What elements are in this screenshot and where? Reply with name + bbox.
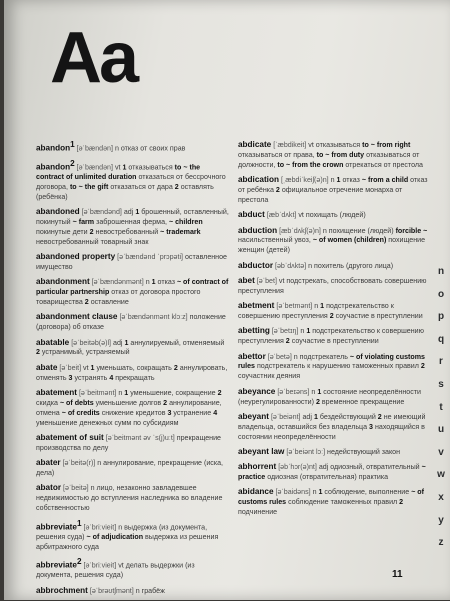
dictionary-entry [238,210,428,221]
headword: abandon [36,162,71,172]
definition-text: n [298,327,307,336]
dictionary-entry [238,261,428,272]
bold-phrase: 1 [336,176,341,185]
dictionary-entry [36,458,230,479]
definition-text: adj [111,338,125,347]
bold-phrase: ~ of customs rules [238,488,424,507]
definition-text: n [310,488,319,497]
headword: abettor [238,351,266,361]
dictionary-entry [238,326,428,347]
definition-text: аннулировать, отменять [36,363,228,382]
alphabet-thumb-index [434,266,448,560]
dictionary-entry [36,557,230,581]
transcription: [əˈbeitmənt] [78,388,117,397]
dictionary-page [4,0,450,600]
dictionary-entry [36,338,230,359]
bold-phrase: 2 [275,186,280,195]
alphabet-tab-letter[interactable]: y [438,514,444,526]
dictionary-entry [36,363,230,384]
definition-text: невостребованный товарный знак [36,237,149,246]
bold-phrase: 2 [285,337,290,346]
alphabet-tab-letter[interactable]: q [437,333,445,345]
definition-text: vt [81,363,91,372]
definition-text: n отказ от своих прав [112,144,186,153]
bold-phrase: to ~ from duty [316,150,365,159]
transcription: [əˈbet] [256,276,277,285]
bold-phrase: 1 [90,363,95,372]
bold-phrase: 1 [124,388,129,397]
headword: abetment [238,301,275,311]
definition-text: положение (договора) об отказе [36,313,226,332]
alphabet-tab-letter[interactable]: z [438,537,444,549]
definition-text: соблюдение таможенных правил [286,498,400,507]
bold-phrase: ~ from a child [361,176,409,185]
transcription: [əˈbeɪəns] [277,387,310,396]
definition-text: подстрекательство к совершению преступления [238,327,424,346]
definition-text: отказываться от должности, [238,150,420,169]
definition-text: соучастник деяния [238,372,301,381]
definition-text: подстрекатель к нарушению таможенных правил [254,362,421,371]
bold-phrase: forcible ~ [395,226,428,235]
definition-text: подстрекательство к совершению преступления [238,302,394,321]
dictionary-entry [238,175,428,206]
headword: abatement [36,387,77,397]
definition-text: одиозная (отвратительная) практика [265,473,389,482]
headword: abandon [36,143,71,153]
dictionary-entry [36,312,230,333]
bold-phrase: 1 [135,208,140,217]
definition-text: отказ от договора простого товарищества [36,288,201,307]
definition-text: отказаться от бессрочного договора, [36,172,226,191]
definition-text: vt [112,163,123,172]
definition-text: adj [121,208,136,217]
bold-phrase: 2 [420,362,425,371]
bold-phrase: 1 [320,302,325,311]
definition-text: отказ [155,278,177,287]
bold-phrase: 2 [89,227,94,236]
definition-text: n грабёж [133,586,165,595]
headword: abator [36,483,62,493]
definition-text: n выдержка (из документа, решения суда) [36,522,208,541]
alphabet-tab-letter[interactable]: n [437,266,445,277]
bold-phrase: 2 [329,312,334,321]
alphabet-tab-letter[interactable]: w [437,469,445,481]
transcription: [əˈbaidəns] [275,488,311,497]
bold-phrase: 1 [124,338,129,347]
headword: abate [36,362,58,372]
definition-text: находящийся в состоянии неопределённости [238,422,425,441]
definition-text: уменьшение долгов [93,398,164,407]
bold-phrase: 4 [109,373,114,382]
transcription: [əˈbeitmənt əv ˈs(j)uːt] [105,433,175,442]
transcription: [əbˈdʌktə] [275,261,307,270]
alphabet-tab-letter[interactable]: p [437,311,445,323]
headword: abandonment [36,277,90,287]
bold-phrase: 2 [36,348,40,357]
dictionary-entry [36,519,230,553]
dictionary-entry [238,412,428,443]
definition-text: vt подстрекать, способствовать совершению преступления [238,276,427,295]
alphabet-tab-letter[interactable]: s [438,378,444,390]
page-number: 11 [392,569,403,580]
definition-text: устранять [72,373,110,382]
headword: abandoned [36,207,80,217]
bold-phrase: to ~ from right [362,141,411,149]
definition-text: соучастие в преступлении [289,337,379,346]
definition-text: n похищение (людей) [320,226,396,235]
definition-text: недействующий закон [325,447,401,456]
transcription: [əˈbeiənt lɔː] [286,447,326,456]
definition-text: оставленное имущество [36,253,227,271]
headword: abbreviate [36,560,77,570]
bold-phrase: ~ farm [72,217,95,226]
bold-phrase: 2 [163,398,168,407]
definition-text: соучастие в преступлении [333,312,423,321]
headword: abatable [36,337,70,347]
transcription: [əˈbændənmənt] [91,278,144,287]
definition-text: соблюдение, выполнение [322,488,412,497]
definition-text: снижение кредитов [99,408,168,417]
alphabet-tab-letter[interactable]: r [439,356,443,368]
bold-phrase: 2 [173,363,178,372]
bold-phrase: ~ of contract of particular partnership [36,278,229,297]
definition-text: выдержка из решения арбитражного суда [36,532,219,551]
dictionary-entry [36,207,230,248]
bold-phrase: 2 [174,182,179,191]
bold-phrase: 1 [151,278,156,287]
homonym-number: 1 [76,518,82,528]
headword: abatement of suit [36,432,104,442]
dictionary-entry [238,487,428,518]
right-column [238,140,428,523]
bold-phrase: 1 [318,488,323,497]
transcription: [əˈbændənd] [81,208,122,217]
dictionary-entry [36,483,230,514]
dictionary-entry [238,352,428,383]
definition-text: бездействующий [317,412,378,421]
headword: abetting [238,326,270,336]
bold-phrase: 2 [84,298,89,307]
dictionary-entry [36,388,230,429]
bold-phrase: to ~ from the crown [277,160,344,169]
headword: abidance [238,487,274,497]
bold-phrase: 2 [399,498,404,507]
definition-text: скидка [36,398,60,407]
transcription: [əˈbetə] [267,352,292,361]
dictionary-entry [36,433,230,454]
bold-phrase: 3 [68,373,73,382]
definition-text: отказ от ребёнка [238,176,428,195]
bold-phrase: 4 [213,408,218,417]
bold-phrase: 2 [217,388,222,397]
definition-text: n [328,176,337,185]
transcription: [əˈbeit] [59,363,82,372]
definition-text: отказ [340,176,362,185]
transcription: [æbˈdʌkt] [266,211,297,220]
transcription: [ˌæbdiˈkeiʃ(ə)n] [280,176,329,185]
headword: abeyant [238,411,269,421]
headword: abduct [238,210,265,220]
headword: abbreviate [36,521,77,531]
bold-phrase: 1 [313,412,318,421]
bold-phrase: 1 [122,163,127,172]
dictionary-entry [36,252,230,273]
definition-text: отказываться от права, [238,150,317,159]
bold-phrase: 3 [369,422,373,431]
bold-phrase: to ~ the contract of unlimited duration [36,163,201,181]
alphabet-tab-letter[interactable]: v [438,446,444,458]
dictionary-entry [36,159,230,203]
definition-text: n похитель (другого лица) [306,261,394,270]
headword: abater [36,458,61,468]
transcription: [əˈbændənmənt klɔːz] [119,313,188,322]
headword: abandoned property [36,252,116,262]
headword: abdicate [238,140,272,149]
dictionary-entry [36,140,230,154]
bold-phrase: ~ of debts [59,398,94,407]
transcription: [əˈbeitə(r)] [62,459,96,468]
alphabet-tab-letter[interactable]: x [438,491,444,503]
headword: abbrochment [36,585,88,595]
headword: abhorrent [238,462,277,472]
transcription: [əˈbriːvieit] [83,522,117,531]
definition-text: отрекаться от престола [343,160,423,169]
bold-phrase: ~ of adjudication [86,532,144,541]
transcription: [əˈbændənd ˈprɔpəti] [117,253,183,262]
definition-text: уменьшение, сокращение [128,388,218,397]
definition-text: состояние неопределённости (неурегулированности) [238,387,421,406]
transcription: [æbˈdʌkʃ(ə)n] [279,226,321,235]
bold-phrase: ~ practice [238,463,426,482]
definition-text: официальное отречение монарха от престола [238,186,403,204]
transcription: [əˈbændən] [76,144,113,153]
definition-text: подчинение [238,508,278,517]
definition-text: уменьшать, сокращать [94,363,174,372]
homonym-number: 1 [70,140,75,149]
dictionary-entry [238,276,428,297]
bold-phrase: 3 [167,408,172,417]
definition-text: невостребованный [93,227,161,236]
bold-phrase: 2 [377,412,382,421]
bold-phrase: to ~ the gift [69,182,109,191]
transcription: [əˈbeitəb(ə)l] [71,338,112,347]
transcription: [əˈbeiənt] [270,412,301,421]
section-letter-heading: Aa [50,18,137,98]
dictionary-entry [36,586,230,597]
bold-phrase: ~ children [168,217,203,226]
transcription: [əˈbrəʊtʃmənt] [89,586,134,595]
definition-text: аннулирование, отмена [36,398,222,417]
transcription: [əˈbændən] [76,163,113,172]
definition-text: n [116,388,125,397]
headword: abandonment clause [36,312,118,322]
definition-text: adj одиозный, отвратительный [316,463,422,472]
homonym-number: 2 [76,556,82,566]
bold-phrase: ~ of violating customs rules [238,352,425,371]
definition-text: отказаться от дара [108,182,175,191]
transcription: [əˈbeitə] [63,484,89,493]
headword: abduction [238,225,278,235]
transcription: [əˈbetɪŋ] [271,327,299,336]
definition-text: n лицо, незаконно завладевшее недвижимостью до вступления наследника во владение собственностью [36,484,223,513]
transcription: [ˈæbdikeit] [273,141,307,149]
definition-text: n аннулирование, прекращение (иска, дела) [36,459,224,478]
dictionary-entry [238,462,428,483]
bold-phrase: ~ of credits [61,408,100,417]
dictionary-entry [238,387,428,408]
definition-text: adj [300,412,314,421]
definition-text: не имеющий владельца, оставшийся без владельца [238,412,426,431]
dictionary-entry [238,301,428,322]
definition-text: n [309,387,318,396]
definition-text: покинутые дети [36,227,90,236]
definition-text: отказываться [126,163,175,172]
dictionary-entry [238,226,428,257]
bold-phrase: ~ of women (children) [312,236,387,245]
transcription: [əbˈhɔr(ə)nt] [278,463,317,472]
dictionary-entry [238,140,428,171]
dictionary-entry [36,277,230,308]
definition-text: устранение [171,408,214,417]
definition-text: оставлять (ребёнка) [36,182,214,201]
alphabet-tab-letter[interactable]: u [437,424,445,436]
left-column [36,140,230,601]
definition-text: n [143,278,152,287]
transcription: [əˈbriːvieit] [83,561,117,570]
definition-text: прекращение производства по делу [36,433,222,452]
definition-text: прекращать [113,373,155,382]
definition-text: vt отказываться [306,141,363,149]
definition-text: n [312,302,321,311]
definition-text: заброшенная ферма, [94,217,169,226]
alphabet-tab-letter[interactable]: o [437,288,445,300]
bold-phrase: 1 [317,387,322,396]
definition-text: vt делать выдержки (из документа, решения суда) [36,561,195,580]
definition-text: оставление [88,298,129,307]
definition-text: vt похищать (людей) [296,211,366,220]
definition-text: временное прекращение [319,397,405,406]
definition-text: устранимый, устраняемый [39,348,130,357]
headword: abductor [238,260,274,270]
headword: abdication [238,175,279,185]
definition-text: насильственный увоз, [238,236,313,245]
homonym-number: 2 [70,158,75,168]
definition-text: брошенный, оставленный, покинутый [36,208,229,226]
dictionary-entry [238,447,428,458]
headword: abet [238,275,255,285]
bold-phrase: 1 [306,327,311,336]
definition-text: аннулируемый, отменяемый [128,338,225,347]
transcription: [əˈbetmənt] [276,302,313,311]
bold-phrase: ~ trademark [160,227,201,236]
alphabet-tab-letter[interactable]: t [439,401,443,413]
definition-text: похищение женщин (детей) [238,236,426,255]
headword: abeyance [238,386,276,396]
bold-phrase: 2 [315,397,320,406]
definition-text: уменьшение денежных сумм по субсидиям [36,418,179,427]
definition-text: n подстрекатель [291,352,350,361]
headword: abeyant law [238,446,285,456]
